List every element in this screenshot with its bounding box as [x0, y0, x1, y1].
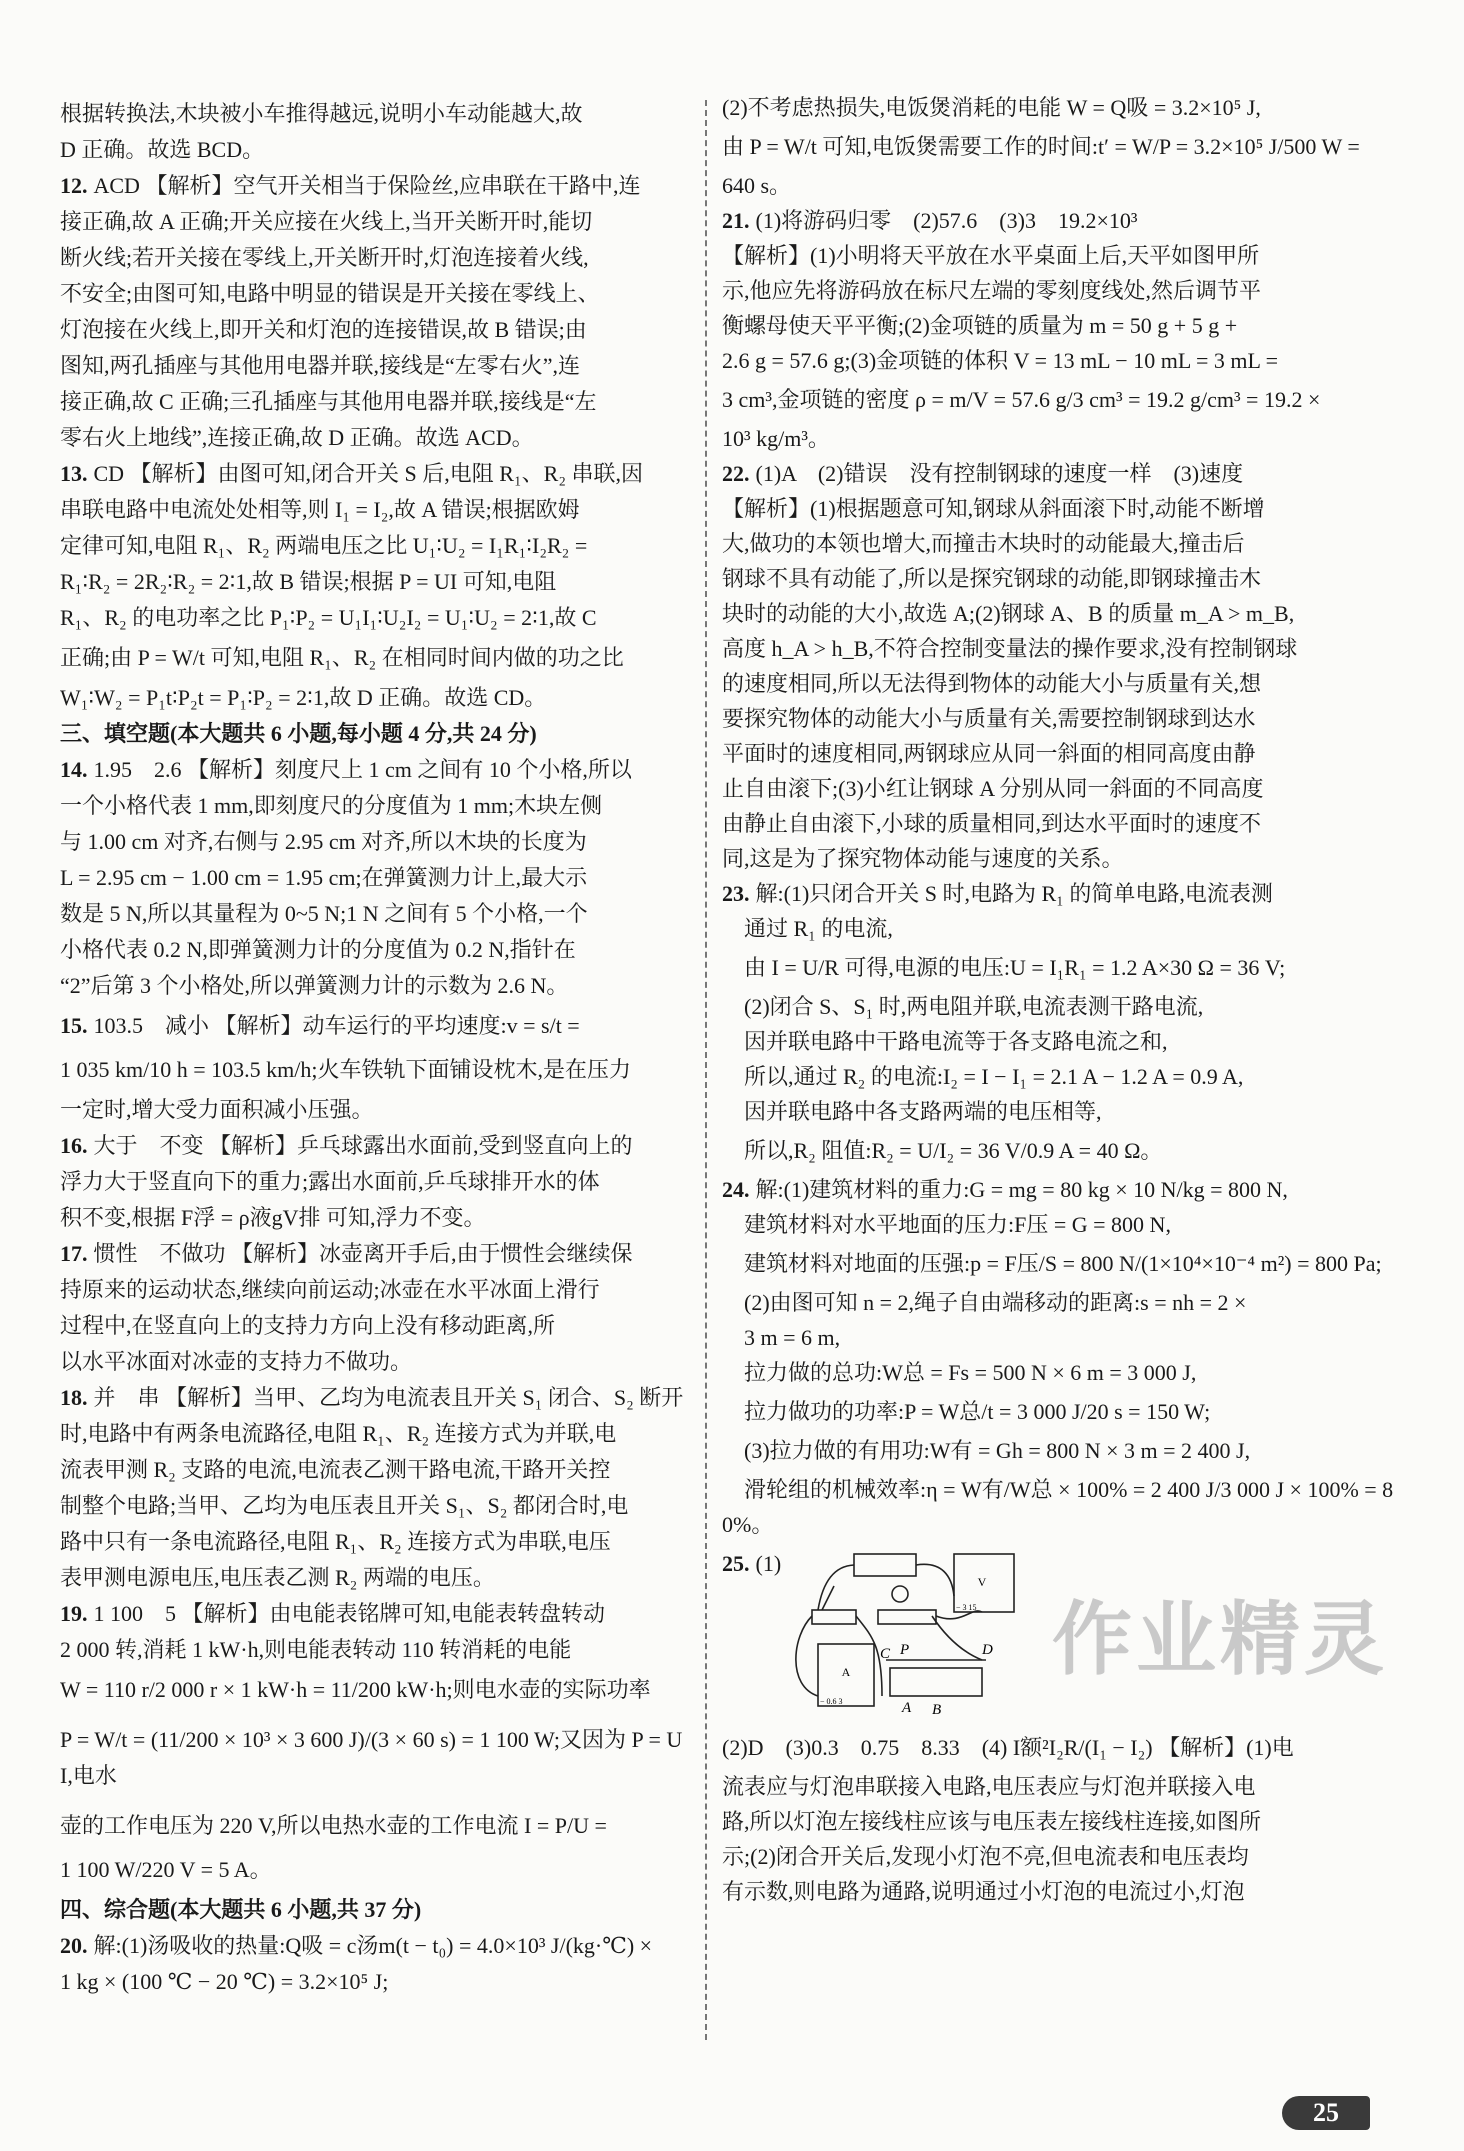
text-line: [60, 1928, 690, 1964]
terminal-d-label: D: [982, 1642, 993, 1658]
line-text: 小格代表 0.2 N,即弹簧测力计的分度值为 0.2 N,指针在: [60, 937, 576, 962]
bulb-base-icon: [878, 1610, 936, 1624]
line-text: 640 s。: [722, 173, 792, 198]
line-text: 【解析】(1)根据题意可知,钢球从斜面滚下时,动能不断增: [722, 496, 1265, 521]
text-line: [722, 561, 1398, 596]
line-text: 平面时的速度相同,两钢球应从同一斜面的相同高度由静: [722, 741, 1256, 766]
text-line: [60, 1632, 690, 1668]
text-line: [722, 806, 1398, 841]
line-text: 惯性 不做功 【解析】冰壶离开手后,由于惯性会继续保: [93, 1241, 633, 1266]
text-line: [60, 788, 690, 824]
text-line: [722, 911, 1398, 946]
line-text: 时,电路中有两条电流路径,电阻 R₁、R₂ 连接方式为并联,电: [60, 1421, 617, 1446]
line-text: 定律可知,电阻 R₁、R₂ 两端电压之比 U₁∶U₂ = I₁R₁∶I₂R₂ =: [60, 533, 588, 558]
line-text: 高度 h_A > h_B,不符合控制变量法的操作要求,没有控制钢球: [722, 636, 1298, 661]
line-text: L = 2.95 cm − 1.00 cm = 1.95 cm;在弹簧测力计上,最大示: [60, 865, 588, 890]
line-text: 1.95 2.6 【解析】刻度尺上 1 cm 之间有 10 个小格,所以: [93, 757, 632, 782]
line-text: 钢球不具有动能了,所以是探究钢球的动能,即钢球撞击木: [722, 566, 1262, 591]
text-line: [722, 526, 1398, 561]
line-text: R₁、R₂ 的电功率之比 P₁∶P₂ = U₁I₁∶U₂I₂ = U₁∶U₂ = 2∶1,故 C: [60, 605, 597, 630]
line-text: 表甲测电源电压,电压表乙测 R₂ 两端的电压。: [60, 1565, 495, 1590]
question-number: 14.: [60, 757, 88, 782]
text-line: [60, 1048, 690, 1092]
text-line: [60, 276, 690, 312]
question-number: 12.: [60, 173, 88, 198]
line-text: 1 100 5 【解析】由电能表铭牌可知,电能表转盘转动: [93, 1601, 606, 1626]
line-text: 衡螺母使天平平衡;(2)金项链的质量为 m = 50 g + 5 g +: [722, 313, 1238, 338]
question-number: 21.: [722, 208, 750, 233]
line-text: 块时的动能的大小,故选 A;(2)钢球 A、B 的质量 m_A > m_B,: [722, 601, 1295, 626]
line-text: 由 I = U/R 可得,电源的电压:U = I₁R₁ = 1.2 A×30 Ω = 36 V;: [722, 955, 1286, 980]
text-line: [60, 1848, 690, 1892]
line-text: 滑轮组的机械效率:η = W有/W总 × 100% = 2 400 J/3 000 J × 100% = 80%。: [722, 1477, 1394, 1537]
line-text: 1 035 km/10 h = 103.5 km/h;火车铁轨下面铺设枕木,是在压力: [60, 1057, 631, 1082]
text-line: [722, 701, 1398, 736]
text-line: [722, 456, 1398, 491]
line-text: 一个小格代表 1 mm,即刻度尺的分度值为 1 mm;木块左侧: [60, 793, 603, 818]
line-text: 并 串 【解析】当甲、乙均为电流表且开关 S₁ 闭合、S₂ 断开: [93, 1385, 684, 1410]
line-text: 由静止自由滚下,小球的质量相同,到达水平面时的速度不: [722, 811, 1262, 836]
text-line: [60, 96, 690, 132]
line-text: R₁∶R₂ = 2R₂∶R₂ = 2∶1,故 B 错误;根据 P = UI 可知,电阻: [60, 569, 557, 594]
circuit-diagram: [782, 1546, 1042, 1716]
text-line: [722, 631, 1398, 666]
line-text: (2)闭合 S、S₁ 时,两电阻并联,电流表测干路电流,: [722, 994, 1204, 1019]
text-line: [722, 203, 1398, 238]
question-number: 22.: [722, 461, 750, 486]
text-line: [60, 1560, 690, 1596]
line-text: W₁∶W₂ = P₁t∶P₂t = P₁∶P₂ = 2∶1,故 D 正确。故选 CD。: [60, 685, 547, 710]
text-line: [60, 1452, 690, 1488]
switch-icon: [812, 1610, 856, 1624]
line-text: 103.5 减小 【解析】动车运行的平均速度:v = s/t =: [93, 1013, 580, 1038]
line-text: 要探究物体的动能大小与质量有关,需要控制钢球到达水: [722, 706, 1256, 731]
line-text: 接正确,故 C 正确;三孔插座与其他用电器并联,接线是“左: [60, 389, 597, 414]
text-line: [60, 860, 690, 896]
line-text: 灯泡接在火线上,即开关和灯泡的连接错误,故 B 错误;由: [60, 317, 587, 342]
text-line: [60, 600, 690, 636]
line-text: 大,做功的本领也增大,而撞击木块时的动能最大,撞击后: [722, 531, 1245, 556]
text-line: [60, 1668, 690, 1712]
line-text: 正确;由 P = W/t 可知,电阻 R₁、R₂ 在相同时间内做的功之比: [60, 645, 624, 670]
text-line: [60, 824, 690, 860]
line-text: 有示数,则电路为通路,说明通过小灯泡的电流过小,灯泡: [722, 1879, 1245, 1904]
text-line: [722, 1874, 1398, 1909]
text-line: [722, 343, 1398, 378]
text-line: [60, 1236, 690, 1272]
text-line: [722, 876, 1398, 911]
ammeter-label: A: [841, 1665, 851, 1679]
line-text: W = 110 r/2 000 r × 1 kW·h = 11/200 kW·h;则电水壶的实际功率: [60, 1677, 651, 1702]
text-line: [722, 1094, 1398, 1129]
text-line: [60, 1380, 690, 1416]
text-line: [722, 841, 1398, 876]
text-line: [722, 946, 1398, 989]
line-text: (2)不考虑热损失,电饭煲消耗的电能 W = Q吸 = 3.2×10⁵ J,: [722, 95, 1261, 120]
text-line: [60, 1200, 690, 1236]
line-text: 的速度相同,所以无法得到物体的动能大小与质量有关,想: [722, 671, 1262, 696]
line-text: 以水平冰面对冰壶的支持力不做功。: [60, 1349, 413, 1374]
question-number: 16.: [60, 1133, 88, 1158]
line-text: 解:(1)汤吸收的热量:Q吸 = c汤m(t − t₀) = 4.0×10³ J/(kg·℃) ×: [93, 1933, 653, 1958]
line-text: 解:(1)建筑材料的重力:G = mg = 80 kg × 10 N/kg = 800 N,: [755, 1177, 1288, 1202]
text-line: [60, 1596, 690, 1632]
text-line: [60, 1416, 690, 1452]
line-text: 建筑材料对地面的压强:p = F压/S = 800 N/(1×10⁴×10⁻⁴ m²) = 800 Pa;: [722, 1251, 1382, 1276]
text-line: [722, 736, 1398, 771]
text-line: [60, 168, 690, 204]
ammeter-scale: − 0.6 3: [820, 1697, 843, 1706]
text-line: [60, 240, 690, 276]
text-line: [722, 90, 1398, 125]
left-column: [60, 96, 690, 2000]
line-text: 止自由滚下;(3)小红让钢球 A 分别从同一斜面的不同高度: [722, 776, 1264, 801]
text-line: [60, 1272, 690, 1308]
text-line: [60, 680, 690, 716]
text-line: [722, 1059, 1398, 1094]
text-line: [722, 378, 1398, 421]
text-line: [60, 528, 690, 564]
line-text: 拉力做功的功率:P = W总/t = 3 000 J/20 s = 150 W;: [722, 1399, 1211, 1424]
line-text: 与 1.00 cm 对齐,右侧与 2.95 cm 对齐,所以木块的长度为: [60, 829, 587, 854]
text-line: [60, 1488, 690, 1524]
line-text: 1 kg × (100 ℃ − 20 ℃) = 3.2×10⁵ J;: [60, 1969, 389, 1994]
question-number: 13.: [60, 461, 88, 486]
text-line: [722, 308, 1398, 343]
line-text: 路,所以灯泡左接线柱应该与电压表左接线柱连接,如图所: [722, 1809, 1262, 1834]
text-line: [60, 1308, 690, 1344]
line-text: 3 m = 6 m,: [722, 1325, 841, 1350]
slider-p-label: P: [900, 1642, 910, 1658]
line-text: 由 P = W/t 可知,电饭煲需要工作的时间:t′ = W/P = 3.2×10⁵ J/500 W =: [722, 134, 1360, 159]
line-text: 因并联电路中各支路两端的电压相等,: [722, 1099, 1102, 1124]
text-line: [722, 1129, 1398, 1172]
question-number: 15.: [60, 1013, 88, 1038]
question-number: 19.: [60, 1601, 88, 1626]
text-line: [722, 1024, 1398, 1059]
terminal-b-label: B: [932, 1702, 942, 1716]
section-heading: 三、填空题(本大题共 6 小题,每小题 4 分,共 24 分): [60, 721, 537, 746]
text-line: [722, 771, 1398, 806]
text-line: [722, 1546, 1398, 1726]
line-text: (3)拉力做的有用功:W有 = Gh = 800 N × 3 m = 2 400 J,: [722, 1438, 1251, 1463]
line-text: 路中只有一条电流路径,电阻 R₁、R₂ 连接方式为串联,电压: [60, 1529, 611, 1554]
line-text: 拉力做的总功:W总 = Fs = 500 N × 6 m = 3 000 J,: [722, 1360, 1197, 1385]
line-text: 2 000 转,消耗 1 kW·h,则电能表转动 110 转消耗的电能: [60, 1637, 572, 1662]
voltmeter-label: V: [977, 1575, 987, 1589]
line-text: 【解析】(1)小明将天平放在水平桌面上后,天平如图甲所: [722, 243, 1260, 268]
text-line: [60, 1164, 690, 1200]
text-line: [60, 312, 690, 348]
right-column: [722, 90, 1398, 1909]
text-line: [60, 1712, 690, 1804]
terminal-c-label: C: [880, 1646, 891, 1662]
line-text: 数是 5 N,所以其量程为 0~5 N;1 N 之间有 5 个小格,一个: [60, 901, 588, 926]
line-text: 断火线;若开关接在零线上,开关断开时,灯泡连接着火线,: [60, 245, 589, 270]
text-line: [60, 492, 690, 528]
text-line: [60, 1004, 690, 1048]
line-text: (1): [755, 1551, 782, 1576]
line-text: 10³ kg/m³。: [722, 426, 830, 451]
text-line: [722, 1207, 1398, 1242]
text-line: [60, 1964, 690, 2000]
text-line: [60, 932, 690, 968]
text-line: [722, 1285, 1398, 1320]
line-text: 大于 不变 【解析】乒乓球露出水面前,受到竖直向上的: [93, 1133, 633, 1158]
line-text: 持原来的运动状态,继续向前运动;冰壶在水平冰面上滑行: [60, 1277, 600, 1302]
line-text: 根据转换法,木块被小车推得越远,说明小车动能越大,故: [60, 101, 583, 126]
line-text: 图知,两孔插座与其他用电器并联,接线是“左零右火”,连: [60, 353, 581, 378]
text-line: [722, 168, 1398, 203]
bulb-icon: [892, 1586, 908, 1602]
line-text: 积不变,根据 F浮 = ρ液gV排 可知,浮力不变。: [60, 1205, 486, 1230]
question-number: 20.: [60, 1933, 88, 1958]
section-heading: 四、综合题(本大题共 6 小题,共 37 分): [60, 1897, 422, 1922]
text-line: [60, 456, 690, 492]
line-text: 壶的工作电压为 220 V,所以电热水壶的工作电流 I = P/U =: [60, 1813, 607, 1838]
line-text: 示,他应先将游码放在标尺左端的零刻度线处,然后调节平: [722, 278, 1262, 303]
line-text: 同,这是为了探究物体动能与速度的关系。: [722, 846, 1124, 871]
text-line: [722, 1242, 1398, 1285]
text-line: [722, 421, 1398, 456]
question-number: 24.: [722, 1177, 750, 1202]
voltmeter-scale: − 3 15: [956, 1603, 977, 1612]
page-number: 25: [1282, 2096, 1370, 2130]
text-line: [60, 1092, 690, 1128]
text-line: [722, 1433, 1398, 1468]
line-text: P = W/t = (11/200 × 10³ × 3 600 J)/(3 × 60 s) = 1 100 W;又因为 P = UI,电水: [60, 1727, 683, 1788]
line-text: 通过 R₁ 的电流,: [722, 916, 893, 941]
line-text: CD 【解析】由图可知,闭合开关 S 后,电阻 R₁、R₂ 串联,因: [93, 461, 643, 486]
text-line: [722, 491, 1398, 526]
column-divider: [705, 100, 707, 2040]
line-text: (1)A (2)错误 没有控制钢球的速度一样 (3)速度: [755, 461, 1244, 486]
text-line: [722, 1839, 1398, 1874]
text-line: [722, 666, 1398, 701]
text-line: [722, 1804, 1398, 1839]
line-text: 1 100 W/220 V = 5 A。: [60, 1857, 272, 1882]
line-text: 2.6 g = 57.6 g;(3)金项链的体积 V = 13 mL − 10 mL = 3 mL =: [722, 348, 1278, 373]
line-text: 不安全;由图可知,电路中明显的错误是开关接在零线上、: [60, 281, 600, 306]
line-text: 建筑材料对水平地面的压力:F压 = G = 800 N,: [722, 1212, 1171, 1237]
text-line: [722, 989, 1398, 1024]
question-number: 25.: [722, 1551, 750, 1576]
line-text: ACD 【解析】空气开关相当于保险丝,应串联在干路中,连: [93, 173, 641, 198]
text-line: [60, 1344, 690, 1380]
terminal-a-label: A: [902, 1700, 912, 1716]
rheostat-icon: [890, 1668, 982, 1696]
text-line: [722, 1355, 1398, 1390]
text-line: [722, 1769, 1398, 1804]
question-number: 23.: [722, 881, 750, 906]
line-text: 流表应与灯泡串联接入电路,电压表应与灯泡并联接入电: [722, 1774, 1256, 1799]
text-line: [60, 1804, 690, 1848]
text-line: [60, 968, 690, 1004]
question-number: 17.: [60, 1241, 88, 1266]
text-line: [722, 1320, 1398, 1355]
text-line: [60, 636, 690, 680]
text-line: [60, 1128, 690, 1164]
text-line: [60, 896, 690, 932]
line-text: 流表甲测 R₂ 支路的电流,电流表乙测干路电流,干路开关控: [60, 1457, 611, 1482]
text-line: [722, 238, 1398, 273]
text-line: [60, 564, 690, 600]
text-line: [60, 348, 690, 384]
text-line: [60, 204, 690, 240]
text-line: [722, 1468, 1398, 1546]
text-line: [60, 420, 690, 456]
line-text: 示;(2)闭合开关后,发现小灯泡不亮,但电流表和电压表均: [722, 1844, 1249, 1869]
question-number: 18.: [60, 1385, 88, 1410]
line-text: 因并联电路中干路电流等于各支路电流之和,: [722, 1029, 1168, 1054]
watermark: 作业精灵: [1052, 1597, 1388, 1685]
line-text: 所以,R₂ 阻值:R₂ = U/I₂ = 36 V/0.9 A = 40 Ω。: [722, 1138, 1163, 1163]
line-text: 所以,通过 R₂ 的电流:I₂ = I − I₁ = 2.1 A − 1.2 A = 0.9 A,: [722, 1064, 1244, 1089]
line-text: 过程中,在竖直向上的支持力方向上没有移动距离,所: [60, 1313, 556, 1338]
text-line: [60, 384, 690, 420]
text-line: [722, 1172, 1398, 1207]
line-text: D 正确。故选 BCD。: [60, 137, 265, 162]
text-line: [722, 596, 1398, 631]
line-text: (2)D (3)0.3 0.75 8.33 (4) I额²I₂R/(I₁ − I₂) 【解析】(1)电: [722, 1735, 1294, 1760]
text-line: [60, 132, 690, 168]
line-text: 制整个电路;当甲、乙均为电压表且开关 S₁、S₂ 都闭合时,电: [60, 1493, 629, 1518]
battery-icon: [854, 1554, 916, 1576]
text-line: [60, 752, 690, 788]
text-line: [722, 273, 1398, 308]
text-line: [722, 125, 1398, 168]
line-text: 解:(1)只闭合开关 S 时,电路为 R₁ 的简单电路,电流表测: [755, 881, 1273, 906]
line-text: 浮力大于竖直向下的重力;露出水面前,乒乓球排开水的体: [60, 1169, 600, 1194]
line-text: (2)由图可知 n = 2,绳子自由端移动的距离:s = nh = 2 ×: [722, 1290, 1247, 1315]
line-text: 3 cm³,金项链的密度 ρ = m/V = 57.6 g/3 cm³ = 19.2 g/cm³ = 19.2 ×: [722, 387, 1321, 412]
line-text: 串联电路中电流处处相等,则 I₁ = I₂,故 A 错误;根据欧姆: [60, 497, 580, 522]
line-text: 接正确,故 A 正确;开关应接在火线上,当开关断开时,能切: [60, 209, 593, 234]
line-text: “2”后第 3 个小格处,所以弹簧测力计的示数为 2.6 N。: [60, 973, 569, 998]
line-text: 一定时,增大受力面积减小压强。: [60, 1097, 374, 1122]
line-text: 零右火上地线”,连接正确,故 D 正确。故选 ACD。: [60, 425, 534, 450]
text-line: [60, 1524, 690, 1560]
text-line: [722, 1726, 1398, 1769]
text-line: [722, 1390, 1398, 1433]
line-text: (1)将游码归零 (2)57.6 (3)3 19.2×10³: [755, 208, 1138, 233]
